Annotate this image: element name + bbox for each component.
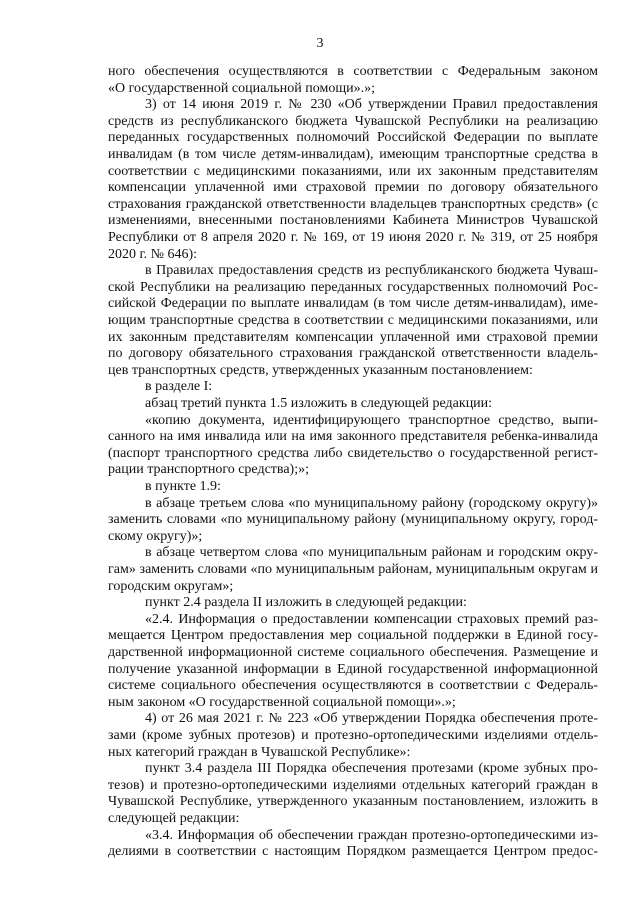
text-line: инвалидам (в том числе детям-инвалидам), имеющим транспортные средства в — [108, 147, 598, 162]
text-line: в разделе I: — [145, 379, 213, 395]
text-line: в Правилах предоставления средств из республиканского бюджета Чуваш- — [145, 263, 598, 279]
text-line: по договору обязательного страхования гражданской ответственности владель- — [108, 346, 598, 362]
text-line: в абзаце четвертом слова «по муниципальным районам и городским окру- — [145, 545, 598, 561]
text-line: скому округу)»; — [108, 528, 203, 544]
text-line: рации транспортного средства);»; — [108, 462, 309, 478]
text-line: их законным представителям компенсации уплаченной ими страховой премии — [108, 329, 598, 345]
text-line: (паспорт транспортного средства либо свидетельство о государственной регист- — [108, 445, 598, 461]
text-line: в пункте 1.9: — [145, 479, 221, 494]
text-line: сийской Федерации по выплате инвалидам (в том числе детям-инвалидам), име- — [108, 296, 598, 312]
text-line: соответствии с медицинскими показаниями, или их законным представителям — [108, 163, 598, 179]
text-line: «2.4. Информация о предоставлении компенсации страховых премий раз- — [145, 611, 598, 627]
text-line: страхования гражданской ответственности владельцев транспортных средств» (с — [108, 196, 598, 212]
text-line: дарственной информационной системе социального обеспечения. Размещение и — [108, 645, 598, 660]
text-line: ного обеспечения осуществляются в соответствии с Федеральным законом — [108, 64, 598, 79]
page-number: 3 — [316, 36, 324, 51]
text-line: ской Республики на реализацию переданных государственных полномочий Рос- — [108, 279, 598, 295]
text-line: ных категорий граждан в Чувашской Республике»: — [108, 744, 411, 760]
text-line: городским округам»; — [108, 578, 234, 594]
text-line: абзац третий пункта 1.5 изложить в следующей редакции: — [145, 396, 493, 411]
text-line: получение указанной информации в Единой государственной информационной — [108, 661, 598, 677]
text-line: делиями в соответствии с настоящим Порядком размещается Центром предос- — [108, 844, 598, 860]
text-line: «копию документа, идентифицирующего транспортное средство, выпи- — [145, 412, 598, 428]
text-line: пункт 3.4 раздела III Порядка обеспечения протезами (кроме зубных про- — [145, 761, 598, 777]
text-line: в абзаце третьем слова «по муниципальному району (городскому округу)» — [145, 495, 598, 511]
text-line: пункт 2.4 раздела II изложить в следующей редакции: — [145, 595, 467, 611]
text-line: тезов) и протезно-ортопедическими изделиями отдельных категорий граждан в — [108, 777, 598, 793]
text-line: гам» заменить словами «по муниципальным районам, муниципальным округам и — [108, 562, 598, 577]
text-line: санного на имя инвалида или на имя законного представителя ребенка-инвалида — [108, 429, 598, 445]
text-line: переданных государственных полномочий Российской Федерации по выплате — [108, 130, 598, 146]
text-line: изменениями, внесенными постановлениями Кабинета Министров Чувашской — [108, 213, 598, 229]
text-line: мещается Центром предоставления мер социальной поддержки в Единой госу- — [108, 628, 598, 644]
text-line: цев транспортных средств, утвержденных указанным постановлением: — [108, 362, 533, 378]
text-line: зами (кроме зубных протезов) и протезно-ортопедическими изделиями отдель- — [108, 728, 598, 743]
text-line: Чувашской Республике, утвержденного указанным постановлением, изложить в — [108, 794, 598, 810]
text-line: ным законом «О государственной социальной помощи».»; — [108, 694, 456, 710]
text-line: системе социального обеспечения осуществляются в соответствии с Федераль- — [108, 678, 598, 694]
text-line: средств из республиканского бюджета Чувашской Республики на реализацию — [108, 113, 598, 129]
text-line: компенсации уплаченной ими страховой премии по договору обязательного — [108, 180, 598, 196]
text-line: «О государственной социальной помощи».»; — [108, 80, 376, 96]
text-line: заменить словами «по муниципальному району (муниципальному округу, город- — [108, 512, 598, 528]
text-line: 4) от 26 мая 2021 г. № 223 «Об утверждении Порядка обеспечения протe- — [145, 711, 598, 727]
text-line: «3.4. Информация об обеспечении граждан протезно-ортопедическими из- — [145, 827, 598, 843]
text-line: Республики от 8 апреля 2020 г. № 169, от 19 июня 2020 г. № 319, от 25 ноября — [108, 230, 598, 245]
text-line: ющим транспортные средства в соответствии с медицинскими показаниями, или — [108, 313, 598, 328]
text-line: следующей редакции: — [108, 811, 240, 826]
text-line: 3) от 14 июня 2019 г. № 230 «Об утверждении Правил предоставления — [145, 97, 598, 113]
text-line: 2020 г. № 646): — [108, 246, 198, 262]
